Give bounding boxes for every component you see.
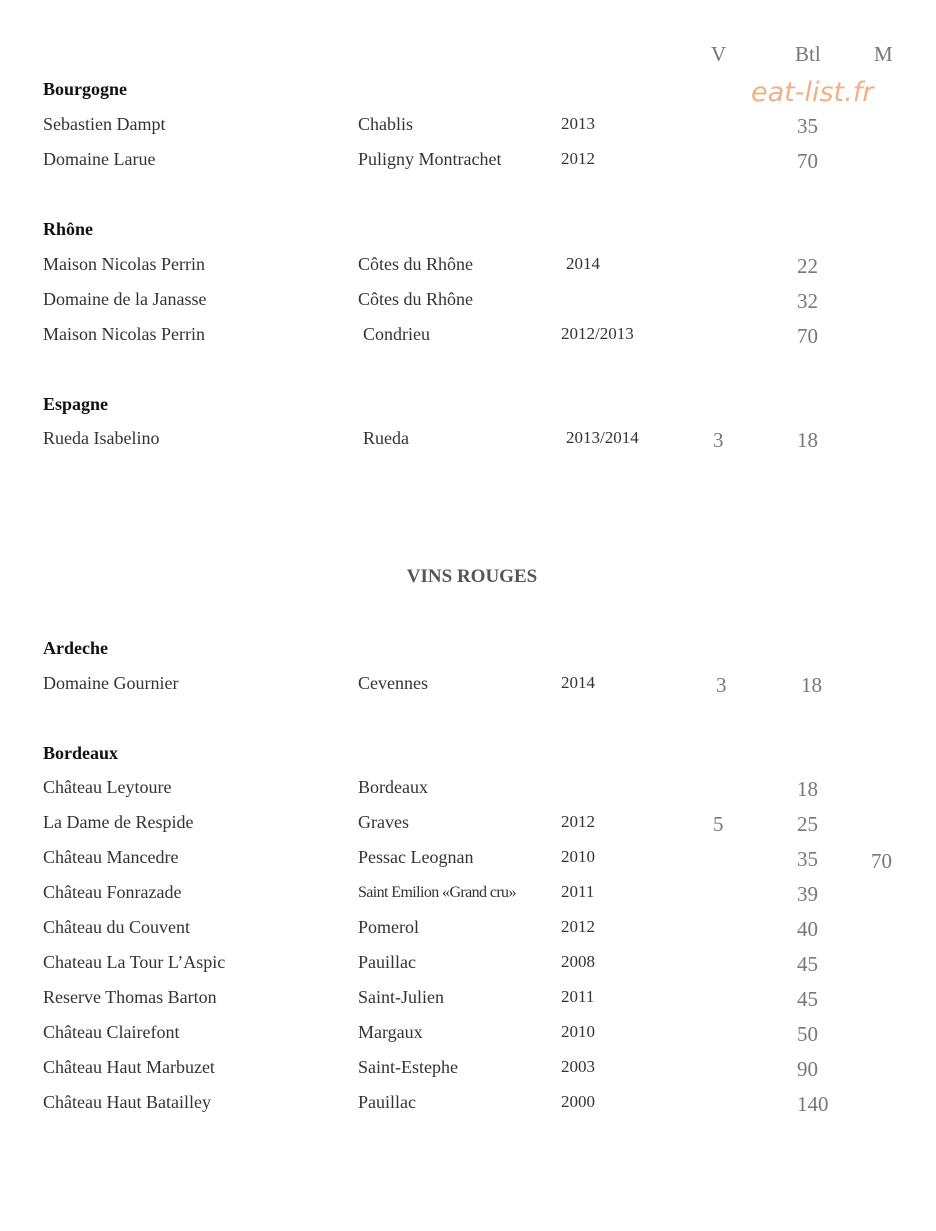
wine-appellation: Saint-Julien (358, 987, 444, 1007)
wine-vintage: 2010 (561, 1022, 595, 1041)
price-glass: 5 (713, 812, 724, 836)
wine-name: Chateau La Tour L’Aspic (43, 952, 226, 972)
wine-appellation: Chablis (358, 114, 414, 134)
column-header-btl: Btl (795, 42, 821, 66)
wine-appellation: Cevennes (358, 673, 428, 693)
price-bottle: 39 (797, 882, 818, 906)
wine-vintage: 2012 (561, 149, 595, 168)
wine-name: Château du Couvent (43, 917, 190, 937)
price-bottle: 32 (797, 289, 818, 313)
column-header-v: V (711, 42, 727, 66)
column-header-m: M (874, 42, 893, 66)
wine-name: Reserve Thomas Barton (43, 987, 217, 1007)
wine-appellation: Saint Emilion «Grand cru» (358, 884, 516, 901)
wine-appellation: Pauillac (358, 952, 416, 972)
wine-row (0, 428, 936, 458)
wine-appellation: Condrieu (363, 324, 430, 344)
wine-appellation: Margaux (358, 1022, 423, 1042)
wine-name: Château Mancedre (43, 847, 179, 867)
wine-row (0, 917, 936, 947)
section-title-ardeche: Ardeche (43, 638, 108, 658)
category-title-vins-rouges: VINS ROUGES (406, 566, 538, 587)
price-bottle: 70 (797, 324, 818, 348)
price-bottle: 18 (797, 777, 818, 801)
wine-name: Château Leytoure (43, 777, 172, 797)
wine-appellation: Puligny Montrachet (358, 149, 502, 169)
wine-row (0, 673, 936, 703)
wine-name: Château Haut Batailley (43, 1092, 211, 1112)
price-bottle: 18 (797, 428, 818, 452)
wine-vintage: 2003 (561, 1057, 595, 1076)
wine-name: Château Fonrazade (43, 882, 182, 902)
price-bottle: 140 (797, 1092, 829, 1116)
wine-appellation: Côtes du Rhône (358, 254, 473, 274)
price-glass: 3 (713, 428, 724, 452)
wine-appellation: Graves (358, 812, 409, 832)
wine-name: Château Clairefont (43, 1022, 180, 1042)
wine-vintage: 2014 (566, 254, 600, 273)
wine-vintage: 2012 (561, 812, 595, 831)
wine-name: Domaine Gournier (43, 673, 179, 693)
section-title-rhone: Rhône (43, 219, 94, 239)
wine-appellation: Pauillac (358, 1092, 416, 1112)
wine-name: Château Haut Marbuzet (43, 1057, 215, 1077)
price-bottle: 18 (801, 673, 822, 697)
wine-row (0, 289, 936, 319)
wine-vintage: 2012/2013 (561, 324, 634, 343)
price-bottle: 40 (797, 917, 818, 941)
price-bottle: 35 (797, 847, 818, 871)
wine-row (0, 847, 936, 877)
wine-row (0, 1092, 936, 1122)
wine-row (0, 777, 936, 807)
wine-row (0, 987, 936, 1017)
wine-row (0, 114, 936, 144)
wine-appellation: Bordeaux (358, 777, 428, 797)
wine-appellation: Rueda (363, 428, 409, 448)
wine-appellation: Côtes du Rhône (358, 289, 473, 309)
price-bottle: 70 (797, 149, 818, 173)
price-bottle: 25 (797, 812, 818, 836)
wine-name: Sebastien Dampt (43, 114, 166, 134)
wine-name: Maison Nicolas Perrin (43, 324, 205, 344)
wine-row (0, 254, 936, 284)
wine-vintage: 2014 (561, 673, 595, 692)
price-bottle: 50 (797, 1022, 818, 1046)
wine-name: La Dame de Respide (43, 812, 194, 832)
wine-vintage: 2011 (561, 987, 595, 1006)
price-bottle: 22 (797, 254, 818, 278)
wine-vintage: 2010 (561, 847, 595, 866)
section-title-espagne: Espagne (43, 394, 109, 414)
wine-name: Domaine de la Janasse (43, 289, 207, 309)
wine-name: Maison Nicolas Perrin (43, 254, 205, 274)
watermark: eat-list.fr (751, 77, 874, 108)
wine-vintage: 2013 (561, 114, 595, 133)
wine-appellation: Saint-Estephe (358, 1057, 458, 1077)
wine-vintage: 2013/2014 (566, 428, 639, 447)
price-bottle: 45 (797, 987, 818, 1011)
wine-vintage: 2000 (561, 1092, 595, 1111)
wine-vintage: 2008 (561, 952, 595, 971)
wine-name: Rueda Isabelino (43, 428, 160, 448)
price-glass: 3 (716, 673, 727, 697)
wine-name: Domaine Larue (43, 149, 156, 169)
wine-row (0, 1057, 936, 1087)
price-bottle: 45 (797, 952, 818, 976)
wine-row (0, 812, 936, 842)
wine-row (0, 149, 936, 179)
wine-appellation: Pessac Leognan (358, 847, 474, 867)
section-title-bordeaux: Bordeaux (43, 743, 119, 763)
section-title-bourgogne: Bourgogne (43, 79, 128, 99)
wine-appellation: Pomerol (358, 917, 419, 937)
wine-row (0, 882, 936, 912)
wine-vintage: 2012 (561, 917, 595, 936)
wine-row (0, 324, 936, 354)
price-bottle: 90 (797, 1057, 818, 1081)
price-magnum: 70 (871, 849, 892, 873)
price-bottle: 35 (797, 114, 818, 138)
wine-row (0, 952, 936, 982)
wine-row (0, 1022, 936, 1052)
wine-vintage: 2011 (561, 882, 595, 901)
